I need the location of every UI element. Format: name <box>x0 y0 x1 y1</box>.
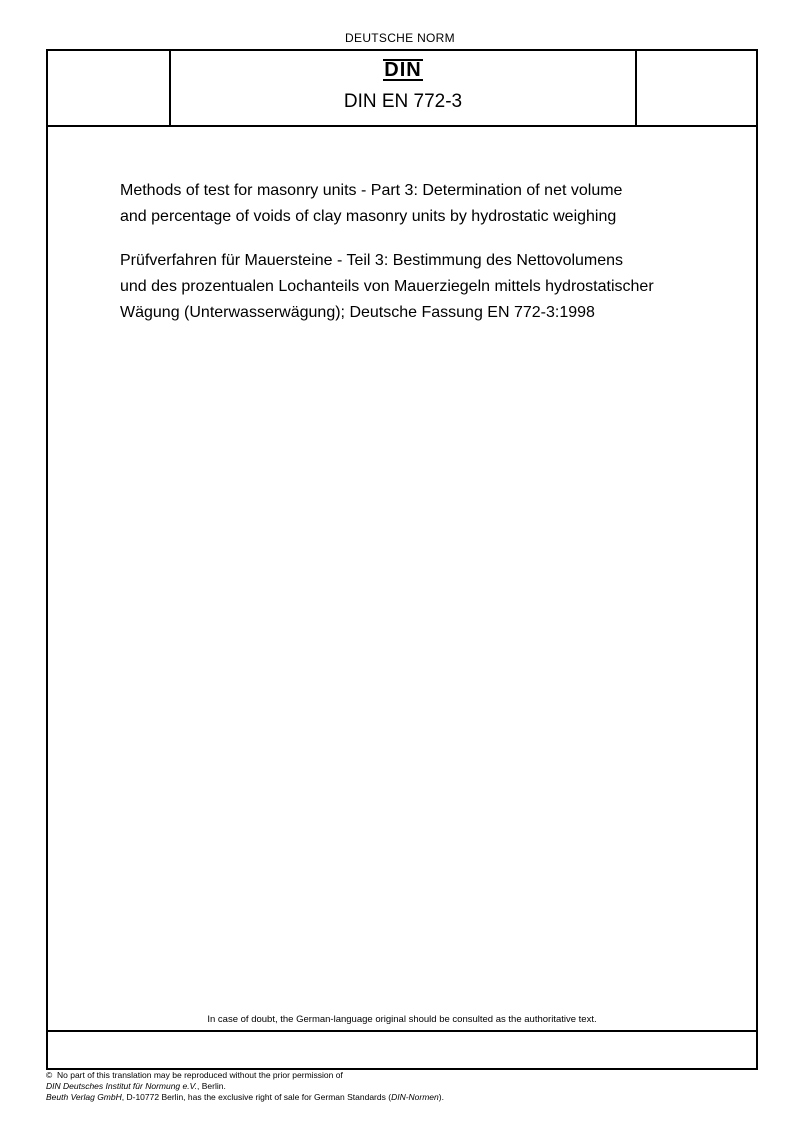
copyright-institute: DIN Deutsches Institut für Normung e.V. <box>46 1081 198 1091</box>
authoritative-text-note: In case of doubt, the German-language original should be consulted as the authoritative text. <box>207 1014 597 1025</box>
document-number: DIN EN 772-3 <box>343 91 463 112</box>
german-title-line2: und des prozentualen Lochanteils von Mauerziegeln mittels hydrostatischer <box>120 278 654 295</box>
copyright-symbol: © <box>46 1070 53 1080</box>
copyright-line1: No part of this translation may be reproduced without the prior permission of <box>57 1070 343 1080</box>
copyright-line3-mid: , D-10772 Berlin, has the exclusive right of sale for German Standards ( <box>121 1092 392 1102</box>
german-title-line3: Wägung (Unterwasserwägung); Deutsche Fassung EN 772-3:1998 <box>120 304 595 321</box>
header-center-cell <box>171 51 635 125</box>
german-title <box>120 248 730 326</box>
din-logo <box>171 59 635 82</box>
header-row <box>48 51 756 127</box>
english-title-line1: Methods of test for masonry units - Part 3: Determination of net volume <box>120 182 623 199</box>
copyright-line2-rest: , Berlin. <box>197 1081 226 1091</box>
copyright-notice <box>46 1070 766 1103</box>
din-logo-text: DIN <box>384 59 422 81</box>
title-block <box>120 178 730 326</box>
english-title-line2: and percentage of voids of clay masonry units by hydrostatic weighing <box>120 208 617 225</box>
copyright-din-normen: DIN-Normen <box>391 1092 439 1102</box>
german-title-line1: Prüfverfahren für Mauersteine - Teil 3: Bestimmung des Nettovolumens <box>120 252 624 269</box>
footer-row <box>48 1030 756 1070</box>
copyright-publisher: Beuth Verlag GmbH <box>46 1092 122 1102</box>
english-title <box>120 178 730 230</box>
header-left-cell <box>48 51 171 125</box>
copyright-line3-end: ). <box>438 1092 444 1102</box>
norm-label: DEUTSCHE NORM <box>345 31 455 45</box>
header-right-cell <box>635 51 756 125</box>
document-frame <box>46 49 758 1070</box>
